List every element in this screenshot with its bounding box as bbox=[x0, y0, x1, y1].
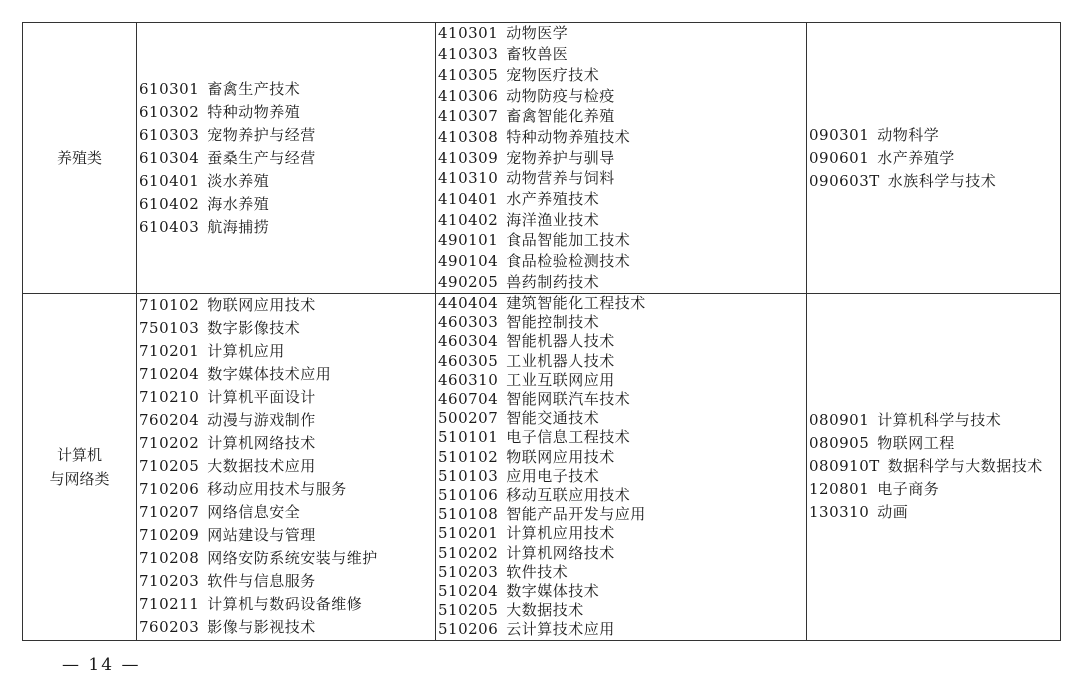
major-name: 计算机与数码设备维修 bbox=[207, 595, 363, 614]
major-item bbox=[139, 524, 435, 547]
major-item bbox=[139, 216, 435, 239]
major-name: 淡水养殖 bbox=[207, 171, 270, 190]
major-item bbox=[438, 505, 806, 524]
major-item bbox=[809, 501, 1060, 524]
major-name: 计算机网络技术 bbox=[207, 434, 316, 453]
major-name: 数字媒体技术 bbox=[506, 582, 600, 601]
major-code: 510205 bbox=[438, 601, 499, 620]
major-item bbox=[438, 294, 806, 313]
major-code: 510206 bbox=[438, 620, 499, 639]
major-code: 440404 bbox=[438, 294, 499, 312]
major-item bbox=[438, 230, 806, 251]
major-item bbox=[438, 272, 806, 293]
major-code: 120801 bbox=[809, 480, 870, 499]
major-item bbox=[139, 193, 435, 216]
major-item bbox=[139, 363, 435, 386]
major-code: 410303 bbox=[438, 45, 499, 64]
major-item bbox=[139, 616, 435, 639]
major-code: 610303 bbox=[139, 125, 200, 144]
major-code: 710207 bbox=[139, 503, 200, 522]
category-label-line: 与网络类 bbox=[49, 469, 110, 488]
major-item bbox=[438, 44, 806, 65]
major-item bbox=[438, 486, 806, 505]
major-code: 710208 bbox=[139, 549, 200, 568]
major-name: 宠物养护与驯导 bbox=[506, 148, 615, 167]
major-item bbox=[438, 563, 806, 582]
major-code: 080905 bbox=[809, 434, 870, 453]
major-code: 490101 bbox=[438, 231, 499, 250]
major-item bbox=[438, 86, 806, 107]
major-item bbox=[438, 23, 806, 44]
major-code: 710201 bbox=[139, 342, 200, 361]
higher-vocational-majors-cell bbox=[436, 23, 807, 294]
major-item bbox=[438, 65, 806, 86]
major-name: 大数据技术应用 bbox=[207, 457, 316, 476]
undergraduate-majors-list bbox=[807, 409, 1060, 524]
major-name: 移动应用技术与服务 bbox=[207, 480, 347, 499]
higher-vocational-majors-list bbox=[436, 294, 806, 640]
major-item bbox=[438, 390, 806, 409]
higher-vocational-majors-list bbox=[436, 23, 806, 292]
major-item bbox=[438, 620, 806, 639]
major-item bbox=[438, 251, 806, 272]
major-code: 090601 bbox=[809, 148, 870, 167]
major-item bbox=[139, 386, 435, 409]
major-item bbox=[438, 313, 806, 332]
major-code: 410309 bbox=[438, 148, 499, 167]
major-code: 410307 bbox=[438, 107, 499, 126]
major-item bbox=[139, 593, 435, 616]
major-item bbox=[438, 448, 806, 467]
major-name: 计算机科学与技术 bbox=[877, 411, 1002, 430]
major-item bbox=[438, 371, 806, 390]
major-item bbox=[438, 428, 806, 447]
major-code: 710209 bbox=[139, 526, 200, 545]
major-name: 网络信息安全 bbox=[207, 503, 301, 522]
major-item bbox=[438, 106, 806, 127]
major-code: 710102 bbox=[139, 296, 200, 315]
major-item bbox=[139, 478, 435, 501]
major-code: 410310 bbox=[438, 169, 499, 188]
major-item bbox=[809, 432, 1060, 455]
major-code: 760204 bbox=[139, 411, 200, 430]
major-code: 510202 bbox=[438, 543, 499, 562]
major-name: 海水养殖 bbox=[207, 194, 270, 213]
major-name: 工业机器人技术 bbox=[506, 351, 615, 370]
major-name: 水产养殖学 bbox=[877, 148, 955, 167]
major-code: 710204 bbox=[139, 365, 200, 384]
major-item bbox=[139, 409, 435, 432]
major-item bbox=[139, 455, 435, 478]
category-label-line: 计算机 bbox=[56, 445, 102, 464]
table-row bbox=[23, 294, 1061, 641]
major-name: 蚕桑生产与经营 bbox=[207, 148, 316, 167]
major-name: 数字影像技术 bbox=[207, 319, 301, 338]
major-code: 090301 bbox=[809, 125, 870, 144]
major-code: 090603T bbox=[809, 171, 880, 190]
major-code: 610301 bbox=[139, 79, 200, 98]
major-item bbox=[438, 127, 806, 148]
major-code: 410401 bbox=[438, 190, 499, 209]
major-name: 计算机网络技术 bbox=[506, 543, 615, 562]
major-name: 智能交通技术 bbox=[506, 409, 600, 428]
major-code: 460303 bbox=[438, 313, 499, 332]
major-item bbox=[438, 544, 806, 563]
major-name: 云计算技术应用 bbox=[506, 620, 615, 639]
major-code: 500207 bbox=[438, 409, 499, 428]
major-code: 080910T bbox=[809, 457, 880, 476]
major-name: 软件与信息服务 bbox=[207, 572, 316, 591]
major-name: 动物科学 bbox=[877, 125, 940, 144]
category-cell bbox=[23, 23, 137, 294]
major-item bbox=[139, 101, 435, 124]
category-cell bbox=[23, 294, 137, 641]
major-item bbox=[139, 501, 435, 524]
major-item bbox=[438, 189, 806, 210]
major-name: 动画 bbox=[877, 503, 909, 522]
major-item bbox=[139, 317, 435, 340]
major-name: 动漫与游戏制作 bbox=[207, 411, 316, 430]
major-item bbox=[438, 467, 806, 486]
major-name: 食品智能加工技术 bbox=[506, 231, 631, 250]
major-name: 网站建设与管理 bbox=[207, 526, 316, 545]
major-code: 510201 bbox=[438, 524, 499, 543]
major-item bbox=[809, 124, 1060, 147]
major-item bbox=[139, 170, 435, 193]
major-code: 750103 bbox=[139, 319, 200, 338]
major-item bbox=[809, 409, 1060, 432]
category-label-line: 养殖类 bbox=[56, 149, 102, 167]
major-name: 应用电子技术 bbox=[506, 466, 600, 485]
higher-vocational-majors-cell bbox=[436, 294, 807, 641]
major-item bbox=[438, 409, 806, 428]
major-item bbox=[438, 168, 806, 189]
major-code: 710211 bbox=[139, 595, 200, 614]
major-code: 460704 bbox=[438, 390, 499, 409]
major-name: 智能产品开发与应用 bbox=[506, 505, 646, 524]
secondary-majors-list bbox=[137, 78, 435, 239]
major-name: 电子信息工程技术 bbox=[506, 428, 631, 447]
major-name: 水产养殖技术 bbox=[506, 190, 600, 209]
major-code: 510204 bbox=[438, 582, 499, 601]
major-name: 特种动物养殖技术 bbox=[506, 127, 631, 146]
major-name: 智能机器人技术 bbox=[506, 332, 615, 351]
major-name: 兽药制药技术 bbox=[506, 272, 600, 291]
major-code: 510108 bbox=[438, 505, 499, 524]
major-code: 510103 bbox=[438, 466, 499, 485]
major-code: 710206 bbox=[139, 480, 200, 499]
major-name: 水族科学与技术 bbox=[887, 171, 997, 190]
major-item bbox=[438, 332, 806, 351]
major-item bbox=[809, 455, 1060, 478]
major-code: 510203 bbox=[438, 562, 499, 581]
category-label bbox=[23, 146, 136, 170]
table-row bbox=[23, 23, 1061, 294]
major-code: 410301 bbox=[438, 24, 499, 43]
major-item bbox=[139, 340, 435, 363]
secondary-majors-list bbox=[137, 294, 435, 639]
major-code: 410305 bbox=[438, 65, 499, 84]
major-code: 080901 bbox=[809, 411, 870, 430]
major-name: 特种动物养殖 bbox=[207, 102, 301, 121]
major-code: 490205 bbox=[438, 272, 499, 291]
major-code: 130310 bbox=[809, 503, 870, 522]
major-item bbox=[438, 524, 806, 543]
major-code: 760203 bbox=[139, 618, 200, 637]
major-code: 510106 bbox=[438, 486, 499, 505]
major-item bbox=[139, 147, 435, 170]
major-name: 食品检验检测技术 bbox=[506, 252, 631, 271]
major-name: 动物医学 bbox=[506, 24, 569, 43]
major-item bbox=[139, 78, 435, 101]
major-item bbox=[139, 570, 435, 593]
major-code: 510102 bbox=[438, 447, 499, 466]
major-item bbox=[809, 147, 1060, 170]
major-code: 710203 bbox=[139, 572, 200, 591]
major-name: 数字媒体技术应用 bbox=[207, 365, 332, 384]
major-name: 海洋渔业技术 bbox=[506, 210, 600, 229]
major-code: 410306 bbox=[438, 86, 499, 105]
major-item bbox=[438, 148, 806, 169]
major-name: 宠物医疗技术 bbox=[506, 65, 600, 84]
major-item bbox=[139, 432, 435, 455]
major-code: 610403 bbox=[139, 217, 200, 236]
secondary-majors-cell bbox=[137, 294, 436, 641]
major-name: 物联网应用技术 bbox=[207, 296, 316, 315]
major-name: 动物营养与饲料 bbox=[506, 169, 615, 188]
major-name: 网络安防系统安装与维护 bbox=[207, 549, 378, 568]
major-name: 航海捕捞 bbox=[207, 217, 270, 236]
major-item bbox=[438, 352, 806, 371]
major-name: 智能控制技术 bbox=[506, 313, 600, 332]
major-name: 工业互联网应用 bbox=[506, 370, 615, 389]
major-code: 460305 bbox=[438, 351, 499, 370]
major-name: 计算机应用技术 bbox=[506, 524, 615, 543]
major-item bbox=[139, 294, 435, 317]
major-name: 影像与影视技术 bbox=[207, 618, 316, 637]
major-code: 410308 bbox=[438, 127, 499, 146]
major-item bbox=[438, 601, 806, 620]
major-name: 建筑智能化工程技术 bbox=[506, 294, 646, 312]
major-code: 610302 bbox=[139, 102, 200, 121]
undergraduate-majors-cell bbox=[807, 23, 1061, 294]
major-item bbox=[438, 582, 806, 601]
major-item bbox=[139, 124, 435, 147]
major-item bbox=[438, 210, 806, 231]
major-code: 460304 bbox=[438, 332, 499, 351]
major-code: 490104 bbox=[438, 252, 499, 271]
major-name: 物联网工程 bbox=[877, 434, 955, 453]
major-code: 710202 bbox=[139, 434, 200, 453]
major-name: 移动互联应用技术 bbox=[506, 486, 631, 505]
major-item bbox=[809, 478, 1060, 501]
major-name: 电子商务 bbox=[877, 480, 940, 499]
major-code: 410402 bbox=[438, 210, 499, 229]
major-code: 610401 bbox=[139, 171, 200, 190]
major-name: 数据科学与大数据技术 bbox=[887, 457, 1043, 476]
major-name: 畜禽生产技术 bbox=[207, 79, 301, 98]
page-number: — 14 — bbox=[62, 655, 141, 675]
major-name: 物联网应用技术 bbox=[506, 447, 615, 466]
major-code: 710205 bbox=[139, 457, 200, 476]
major-name: 动物防疫与检疫 bbox=[506, 86, 615, 105]
major-code: 460310 bbox=[438, 370, 499, 389]
major-item bbox=[139, 547, 435, 570]
undergraduate-majors-cell bbox=[807, 294, 1061, 641]
major-name: 大数据技术 bbox=[506, 601, 584, 620]
category-label bbox=[23, 443, 136, 491]
major-code: 710210 bbox=[139, 388, 200, 407]
major-table bbox=[22, 22, 1061, 641]
major-name: 畜禽智能化养殖 bbox=[506, 107, 615, 126]
undergraduate-majors-list bbox=[807, 124, 1060, 193]
major-code: 610304 bbox=[139, 148, 200, 167]
major-item bbox=[809, 170, 1060, 193]
secondary-majors-cell bbox=[137, 23, 436, 294]
major-code: 510101 bbox=[438, 428, 499, 447]
major-name: 计算机应用 bbox=[207, 342, 285, 361]
major-name: 计算机平面设计 bbox=[207, 388, 316, 407]
major-name: 软件技术 bbox=[506, 562, 569, 581]
major-name: 宠物养护与经营 bbox=[207, 125, 316, 144]
major-name: 智能网联汽车技术 bbox=[506, 390, 631, 409]
major-code: 610402 bbox=[139, 194, 200, 213]
major-name: 畜牧兽医 bbox=[506, 45, 569, 64]
